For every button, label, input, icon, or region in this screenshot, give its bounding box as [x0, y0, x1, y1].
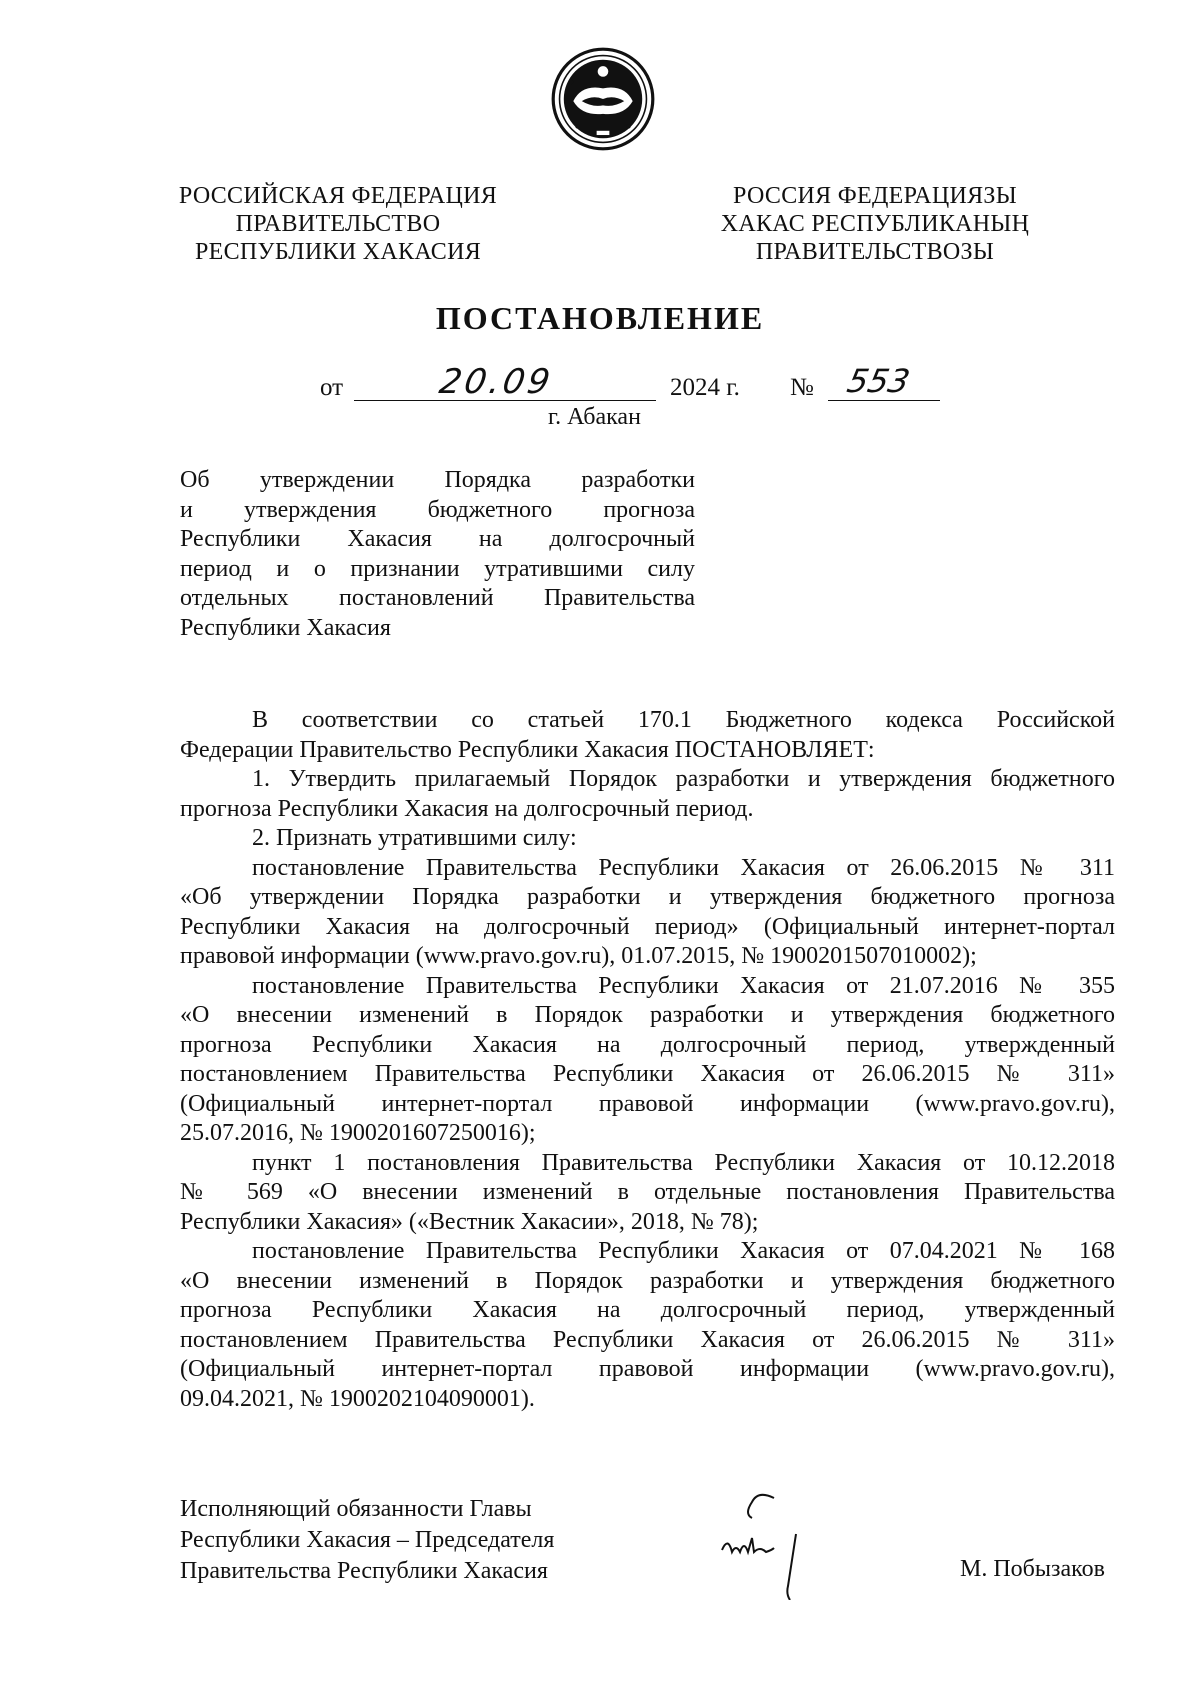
signatory-role — [180, 1494, 620, 1587]
body-line: Федерации Правительство Республики Хакасия ПОСТАНОВЛЯЕТ: — [180, 736, 875, 763]
document-body — [180, 706, 1115, 1414]
header-russian — [168, 182, 508, 266]
header-left-line: РЕСПУБЛИКИ ХАКАСИЯ — [194, 239, 482, 265]
body-line: постановлением Правительства Республики Хакасия от 26.06.2015 № 311» — [180, 1326, 1115, 1353]
header-left-line: ПРАВИТЕЛЬСТВО — [235, 211, 441, 237]
handwritten-date: 20.09 — [436, 362, 556, 402]
body-line: прогноза Республики Хакасия на долгосрочный период, утвержденный — [180, 1031, 1115, 1058]
document-title: ПОСТАНОВЛЕНИЕ — [435, 300, 765, 336]
subject-line: и утверждения бюджетного прогноза — [180, 496, 695, 523]
body-line: пункт 1 постановления Правительства Республики Хакасия от 10.12.2018 — [252, 1149, 1115, 1176]
document-city: г. Абакан — [548, 404, 641, 430]
body-line: 2. Признать утратившими силу: — [252, 825, 577, 851]
body-line: (Официальный интернет-портал правовой информации (www.pravo.gov.ru), — [180, 1356, 1115, 1382]
body-line: (Официальный интернет-портал правовой информации (www.pravo.gov.ru), — [180, 1090, 1115, 1117]
body-line: «О внесении изменений в Порядок разработки и утверждения бюджетного — [180, 1267, 1115, 1294]
date-number-row — [320, 362, 920, 402]
subject-line: Республики Хакасия — [180, 614, 391, 641]
signatory-role-line: Республики Хакасия – Председателя — [180, 1527, 555, 1553]
body-line: 25.07.2016, № 1900201607250016); — [180, 1120, 536, 1146]
body-line: Республики Хакасия на долгосрочный период» (Официальный интернет-портал — [180, 913, 1115, 940]
header-right-line: ПРАВИТЕЛЬСТВОЗЫ — [755, 239, 995, 265]
header-left-line: РОССИЙСКАЯ ФЕДЕРАЦИЯ — [178, 183, 498, 209]
body-line: постановлением Правительства Республики Хакасия от 26.06.2015 № 311» — [180, 1061, 1115, 1087]
header-khakas — [690, 182, 1060, 266]
body-line: В соответствии со статьей 170.1 Бюджетного кодекса Российской — [252, 707, 1115, 733]
header-right-line: ХАКАС РЕСПУБЛИКАНЫҢ — [720, 211, 1030, 237]
body-line: № 569 «О внесении изменений в отдельные постановления Правительства — [180, 1179, 1115, 1205]
body-line: правовой информации (www.pravo.gov.ru), 01.07.2015, № 1900201507010002); — [180, 943, 977, 969]
signatory-role-line: Исполняющий обязанности Главы — [180, 1496, 532, 1522]
number-label: № — [790, 374, 814, 401]
date-prefix: от — [320, 374, 344, 401]
body-line: Республики Хакасия» («Вестник Хакасии», 2018, № 78); — [180, 1208, 759, 1235]
handwritten-signature-icon — [712, 1490, 822, 1600]
body-line: «Об утверждении Порядка разработки и утверждения бюджетного прогноза — [180, 884, 1115, 910]
subject-line: отдельных постановлений Правительства — [180, 585, 695, 611]
body-line: 09.04.2021, № 1900202104090001). — [180, 1385, 535, 1412]
subject-line: Об утверждении Порядка разработки — [180, 467, 695, 493]
signatory-role-line: Правительства Республики Хакасия — [180, 1558, 548, 1584]
coat-of-arms-emblem-icon — [550, 46, 656, 152]
document-subject — [180, 466, 695, 643]
handwritten-number: 553 — [843, 362, 914, 400]
header-right-line: РОССИЯ ФЕДЕРАЦИЯЗЫ — [733, 183, 1017, 209]
body-line: постановление Правительства Республики Хакасия от 26.06.2015 № 311 — [252, 854, 1115, 881]
body-line: прогноза Республики Хакасия на долгосрочный период, утвержденный — [180, 1297, 1115, 1323]
body-line: постановление Правительства Республики Хакасия от 21.07.2016 № 355 — [252, 972, 1115, 999]
subject-line: период и о признании утратившими силу — [180, 555, 695, 582]
body-line: постановление Правительства Республики Хакасия от 07.04.2021 № 168 — [252, 1238, 1115, 1264]
body-line: прогноза Республики Хакасия на долгосрочный период. — [180, 795, 754, 822]
signatory-name: М. Побызаков — [960, 1556, 1105, 1582]
body-line: «О внесении изменений в Порядок разработки и утверждения бюджетного — [180, 1002, 1115, 1028]
subject-line: Республики Хакасия на долгосрочный — [180, 526, 695, 552]
document-year: 2024 г. — [670, 374, 740, 401]
body-line: 1. Утвердить прилагаемый Порядок разработки и утверждения бюджетного — [252, 766, 1115, 792]
number-underline — [828, 400, 940, 401]
